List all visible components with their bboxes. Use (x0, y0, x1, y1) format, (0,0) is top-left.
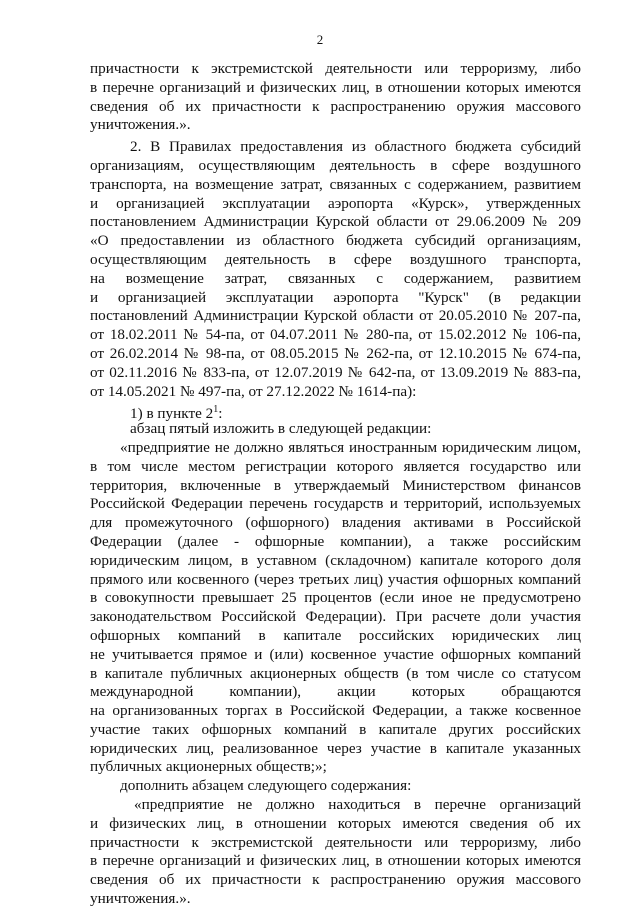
text-line: от 18.02.2011 № 54-па, от 04.07.2011 № 280-па, от 15.02.2012 № 106-па, (90, 326, 581, 344)
superscript: 1 (213, 404, 219, 416)
text-line: публичных акционерных обществ;»; (90, 758, 327, 776)
text-line: и физических лиц, в отношении которых имеются сведения об их (90, 814, 581, 832)
text-line: Федерации (далее - офшорные компании), а также российским (90, 532, 581, 550)
text-line: на возмещение затрат, связанных с содержанием, развитием (90, 269, 581, 287)
text-line: «предприятие не должно находиться в перечне организаций (134, 796, 581, 814)
text-line: в перечне организаций и физических лиц, в отношении которых имеются (90, 852, 581, 870)
document-text (90, 60, 581, 909)
text-line: юридических лиц, реализованное через участие в капитале указанных (90, 739, 581, 757)
text-line: постановлением Администрации Курской области от 29.06.2009 № 209 (90, 213, 581, 231)
text-line: прямого или косвенного (через третьих лиц) участия офшорных компаний (90, 570, 581, 588)
text-line: причастности к экстремистской деятельности или терроризму, либо (90, 833, 581, 851)
text-line: от 14.05.2021 № 497-па, от 27.12.2022 № 1614-па): (90, 382, 417, 400)
text-line: 2. В Правилах предоставления из областного бюджета субсидий (130, 138, 581, 156)
point-ref-text: 1) в пункте 2 (130, 405, 214, 423)
text-line: транспорта, на возмещение затрат, связанных с содержанием, развитием (90, 175, 581, 193)
text-line: в том числе местом регистрации которого является государство или (90, 457, 581, 475)
text-line: не учитывается прямое и (или) косвенное участие офшорных компаний (90, 645, 581, 663)
text-line: организациям, осуществляющим деятельность в сфере воздушного (90, 156, 581, 174)
text-line: участие таких офшорных компаний в капитале других российских (90, 720, 581, 738)
text-line: международной компании), акции которых обращаются (90, 683, 581, 701)
text-line: постановлений Администрации Курской области от 20.05.2010 № 207-па, (90, 307, 581, 325)
text-line: и организацией эксплуатации аэропорта "Курск" (в редакции (90, 288, 581, 306)
text-line: от 02.11.2016 № 833-па, от 12.07.2019 № 642-па, от 13.09.2019 № 883-па, (90, 363, 581, 381)
text-line: на организованных торгах в Российской Федерации, а также косвенное (90, 702, 581, 720)
text-line: юридическим лицом, в уставном (складочном) капитале которого доля (90, 551, 581, 569)
text-line: абзац пятый изложить в следующей редакции: (130, 420, 432, 438)
text-line: в капитале публичных акционерных обществ (в том числе со статусом (90, 664, 581, 682)
text-line: уничтожения.». (90, 890, 191, 908)
text-line: осуществляющим деятельность в сфере воздушного транспорта, (90, 250, 581, 268)
text-line: Российской Федерации перечень государств и территорий, используемых (90, 495, 581, 513)
text-line: офшорных компаний в капитале российских юридических лиц (90, 626, 581, 644)
text-line: сведения об их причастности к распространению оружия массового (90, 871, 581, 889)
text-line: в совокупности превышает 25 процентов (если иное не предусмотрено (90, 589, 581, 607)
text-line: и организацией эксплуатации аэропорта «Курск», утвержденных (90, 194, 581, 212)
text-line: «предприятие не должно являться иностранным юридическим лицом, (120, 438, 581, 456)
text-line: в перечне организаций и физических лиц, в отношении которых имеются (90, 78, 581, 96)
text-line: причастности к экстремистской деятельности или терроризму, либо (90, 60, 581, 77)
text-line: от 26.02.2014 № 98-па, от 08.05.2015 № 262-па, от 12.10.2015 № 674-па, (90, 344, 581, 362)
text-line: для промежуточного (офшорного) владения активами в Российской (90, 514, 581, 532)
text-line: законодательством Российской Федерации). При расчете доли участия (90, 608, 581, 626)
text-line: сведения об их причастности к распространению оружия массового (90, 97, 581, 115)
text-line: дополнить абзацем следующего содержания: (120, 777, 412, 795)
text-line: «О предоставлении из областного бюджета субсидий организациям, (90, 232, 581, 250)
text-line: территория, включенные в утверждаемый Министерством финансов (90, 476, 581, 494)
page-number: 2 (316, 32, 324, 47)
colon-text: : (218, 405, 223, 423)
text-line (90, 401, 581, 423)
text-line: уничтожения.». (90, 116, 191, 134)
